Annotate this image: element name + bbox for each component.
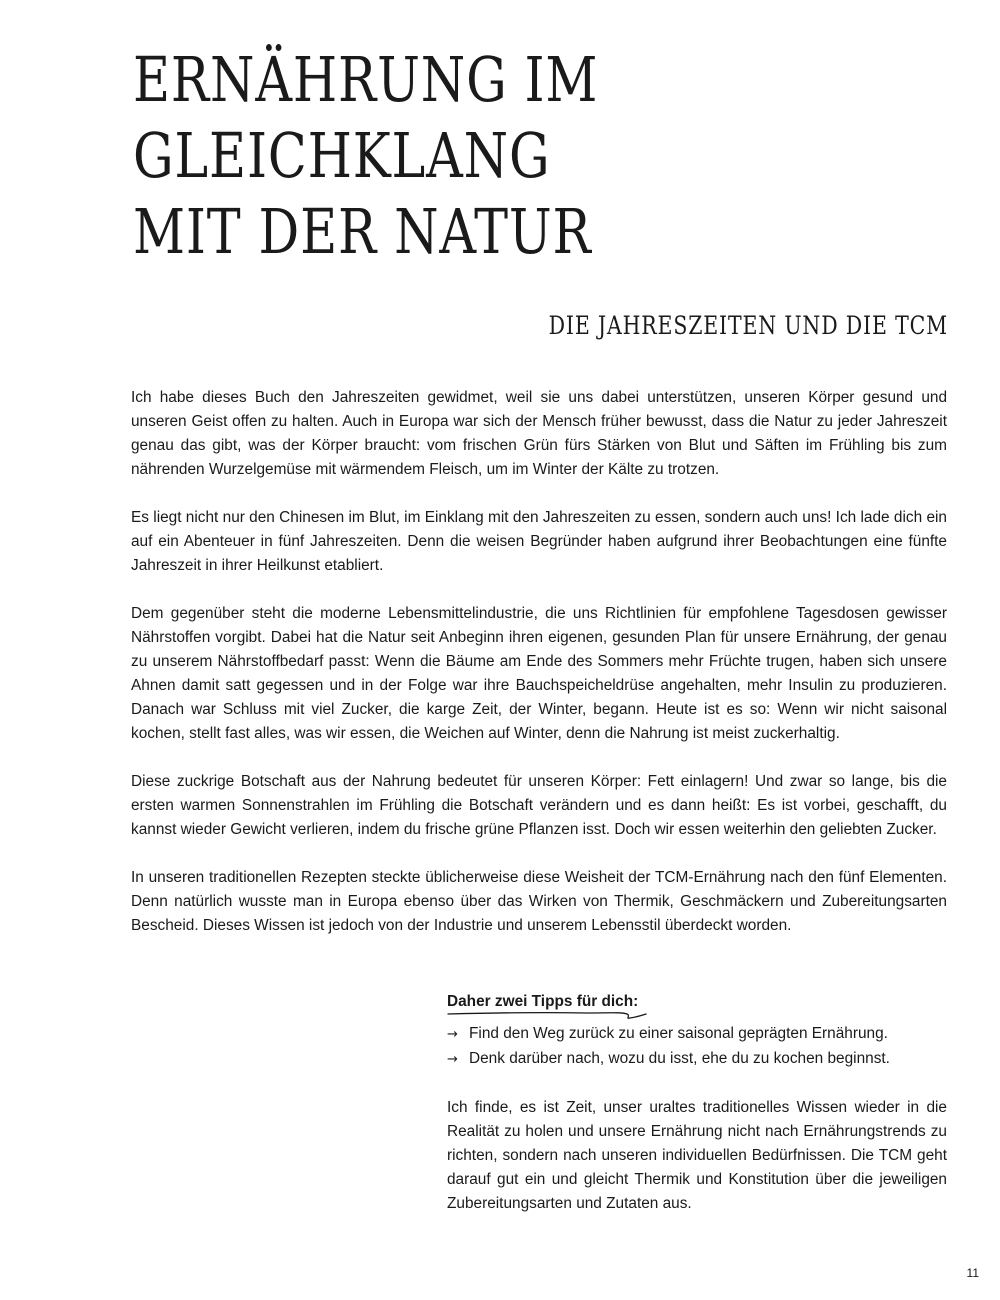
arrow-right-icon: → <box>447 1027 458 1042</box>
title-line-1: ERNÄHRUNG IM <box>133 43 599 116</box>
arrow-right-icon: → <box>447 1052 458 1067</box>
paragraph-2: Es liegt nicht nur den Chinesen im Blut, im Einklang mit den Jahreszeiten zu essen, sondern auch uns! Ich lade dich ein auf ein Abenteuer in fünf Jahreszeiten. Denn die weisen Begründer haben aufgrund ihrer Beobachtungen eine fünfte Jahreszeit in ihrer Heilkunst etabliert. <box>131 509 947 574</box>
title-line-3: MIT DER NATUR <box>133 195 592 268</box>
tip-text: Find den Weg zurück zu einer saisonal geprägten Ernährung. <box>469 1025 888 1042</box>
tip-text: Denk darüber nach, wozu du isst, ehe du zu kochen beginnst. <box>469 1050 890 1067</box>
closing-paragraph: Ich finde, es ist Zeit, unser uraltes traditionelles Wissen wieder in die Realität zu holen und unsere Ernährung nicht nach Ernährungstrends zu richten, sondern nach unseren individuellen Bedürfnissen. Die TCM geht darauf gut ein und gleicht Thermik und Konstitution über die jeweiligen Zubereitungsarten und Zutaten aus. <box>447 1099 947 1212</box>
page-number: 11 <box>966 1266 979 1280</box>
tips-box <box>447 990 947 1216</box>
tips-list <box>447 1022 947 1072</box>
list-item <box>447 1047 947 1072</box>
squiggle-underline-icon <box>447 1010 647 1020</box>
title-line-2: GLEICHKLANG <box>133 119 551 192</box>
tips-heading-text: Daher zwei Tipps für dich: <box>447 993 639 1010</box>
section-subtitle: DIE JAHRESZEITEN UND DIE TCM <box>548 311 948 340</box>
page-title <box>133 42 805 270</box>
paragraph-3: Dem gegenüber steht die moderne Lebensmittelindustrie, die uns Richtlinien für empfohlene Tagesdosen gewisser Nährstoffen vorgibt. Dabei hat die Natur seit Anbeginn ihren eigenen, gesunden Plan für unsere Ernährung, der genau zu unserem Nährstoffbedarf passt: Wenn die Bäume am Ende des Sommers mehr Früchte trugen, haben sich unsere Ahnen damit satt gegessen und in der Folge war ihre Bauchspeicheldrüse angehalten, mehr Insulin zu produzieren. Danach war Schluss mit viel Zucker, die karge Zeit, der Winter, begann. Heute ist es so: Wenn wir nicht saisonal kochen, stellt fast alles, was wir essen, die Weichen auf Winter, denn die Nahrung ist meist zuckerhaltig. <box>131 605 947 742</box>
paragraph-1: Ich habe dieses Buch den Jahreszeiten gewidmet, weil sie uns dabei unterstützen, unseren Körper gesund und unseren Geist offen zu halten. Auch in Europa war sich der Mensch früher bewusst, dass die Natur zu jeder Jahreszeit genau das gibt, was der Körper braucht: vom frischen Grün fürs Stärken von Blut und Säften im Frühling bis zum nährenden Wurzelgemüse mit wärmendem Fleisch, um im Winter der Kälte zu trotzen. <box>131 389 947 478</box>
tips-heading <box>447 990 647 1020</box>
paragraph-4: Diese zuckrige Botschaft aus der Nahrung bedeutet für unseren Körper: Fett einlagern! Und zwar so lange, bis die ersten warmen Sonnenstrahlen im Frühling die Botschaft verändern und es dann heißt: Es ist vorbei, geschafft, du kannst wieder Gewicht verlieren, indem du frische grüne Pflanzen isst. Doch wir essen weiterhin den geliebten Zucker. <box>131 773 947 838</box>
body-text <box>131 386 947 962</box>
list-item <box>447 1022 947 1047</box>
paragraph-5: In unseren traditionellen Rezepten steckte üblicherweise diese Weisheit der TCM-Ernährung nach den fünf Elementen. Denn natürlich wusste man in Europa ebenso über das Wirken von Thermik, Geschmäckern und Zubereitungsarten Bescheid. Dieses Wissen ist jedoch von der Industrie und unserem Lebensstil überdeckt worden. <box>131 869 947 934</box>
